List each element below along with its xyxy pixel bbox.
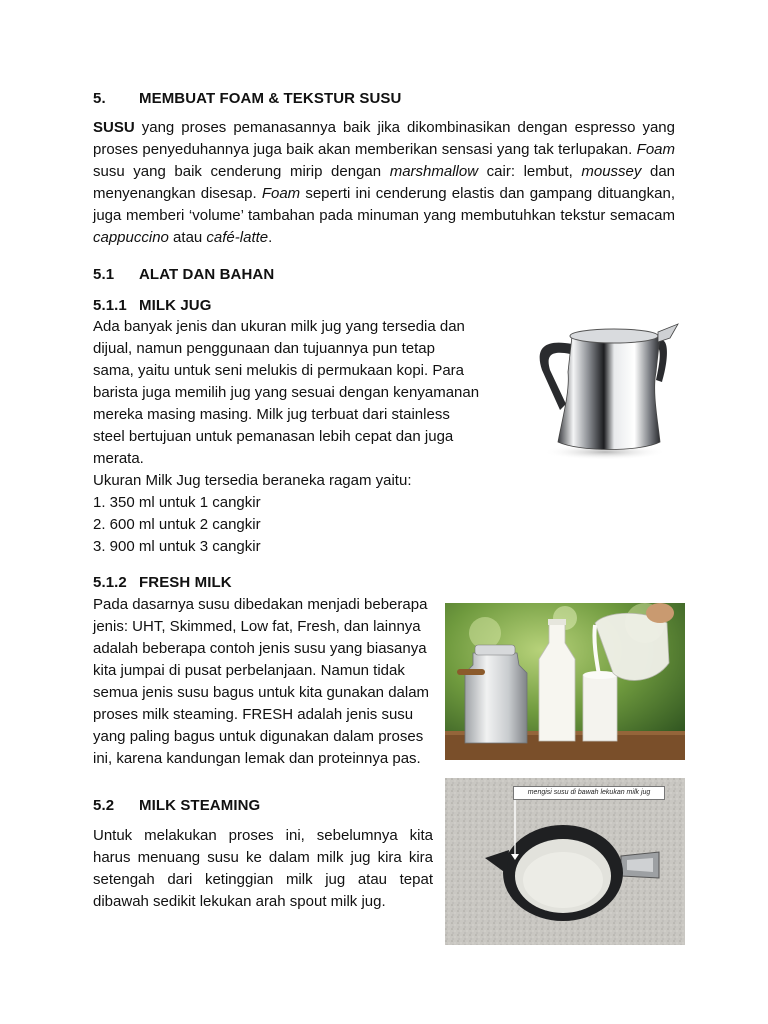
fresh-milk-text <box>93 594 438 770</box>
section-title: MEMBUAT FOAM & TEKSTUR SUSU <box>139 90 402 107</box>
text-line: barista juga memilih jug yang sesuai dengan kenyamanan <box>93 384 480 401</box>
list-item: 2. 600 ml untuk 2 cangkir <box>93 516 261 533</box>
text-line: mereka masing masing. Milk jug terbuat dari stainless <box>93 406 450 423</box>
section-title: FRESH MILK <box>139 574 232 591</box>
text-line: proses milk steaming. FRESH adalah jenis susu <box>93 706 414 723</box>
text-line: ini, karena kandungan lemak dan proteinnya pas. <box>93 750 421 767</box>
intro-text: yang proses pemanasannya baik jika dikombinasikan dengan espresso yang proses penyeduhannya juga baik akan memberikan sensasi yang tak terlupakan. <box>93 119 675 158</box>
intro-italic: cappuccino <box>93 229 169 246</box>
section-5-heading <box>93 90 401 107</box>
intro-text: dan menyenangkan disesap. <box>93 163 676 202</box>
intro-text: cair: lembut, <box>478 163 582 180</box>
intro-italic: Foam <box>261 185 301 202</box>
section-5-2-heading <box>93 797 260 814</box>
intro-text: susu yang baik cenderung mirip dengan <box>93 163 390 180</box>
text-line: Pada dasarnya susu dibedakan menjadi beberapa <box>93 596 428 613</box>
text-line: kita jumpai di pusat perbelanjaan. Namun tidak <box>93 662 405 679</box>
milk-steaming-photo <box>445 778 685 945</box>
text-line: merata. <box>93 450 144 467</box>
text-line: jenis: UHT, Skimmed, Low fat, Fresh, dan lainnya <box>93 618 421 635</box>
fresh-milk-photo <box>445 603 685 760</box>
intro-italic: café-latte <box>206 229 269 246</box>
milk-jug-text <box>93 316 493 558</box>
section-title: ALAT DAN BAHAN <box>139 266 275 283</box>
section-number: 5.2 <box>93 797 115 814</box>
text-line: steel bertujuan untuk pemanasan lebih cepat dan juga <box>93 428 454 445</box>
section-title: MILK STEAMING <box>139 797 261 814</box>
section-5-1-heading <box>93 266 274 283</box>
text-line: semua jenis susu bagus untuk kita gunakan dalam <box>93 684 430 701</box>
section-title: MILK JUG <box>139 297 212 314</box>
section-number: 5.1 <box>93 266 115 283</box>
intro-text: . <box>268 229 273 246</box>
section-5-1-2-heading <box>93 574 232 591</box>
text-line: Ada banyak jenis dan ukuran milk jug yang tersedia dan <box>93 318 465 335</box>
section-number: 5.1.2 <box>93 574 127 591</box>
list-item: 3. 900 ml untuk 3 cangkir <box>93 538 261 555</box>
intro-italic: marshmallow <box>389 163 479 180</box>
milk-steaming-text: Untuk melakukan proses ini, sebelumnya kita harus menuang susu ke dalam milk jug kira kira setengah dari ketinggian milk jug atau tepat dibawah sedikit lekukan arah spout milk jug. <box>93 827 433 910</box>
intro-text: seperti ini cenderung elastis dan gampang dituangkan, juga memberi ‘volume’ tambahan pada minuman yang membutuhkan tekstur semacam <box>93 185 676 224</box>
text-line: yang paling bagus untuk digunakan dalam proses <box>93 728 424 745</box>
text-line: sama, yaitu untuk seni melukis di permukaan kopi. Para <box>93 362 465 379</box>
photo-caption: mengisi susu di bawah lekukan milk jug <box>513 786 665 800</box>
section-number: 5.1.1 <box>93 297 127 314</box>
section-number: 5. <box>93 90 106 107</box>
intro-italic: Foam <box>636 141 675 158</box>
intro-paragraph <box>93 117 675 249</box>
text-line: Ukuran Milk Jug tersedia beraneka ragam yaitu: <box>93 472 412 489</box>
text-line: adalah beberapa contoh jenis susu yang biasanya <box>93 640 427 657</box>
list-item: 1. 350 ml untuk 1 cangkir <box>93 494 261 511</box>
milk-jug-image <box>510 292 720 472</box>
text-line: dijual, namun penggunaan dan tujuannya pun tetap <box>93 340 435 357</box>
intro-bold-word: SUSU <box>93 119 135 136</box>
section-5-1-1-heading <box>93 297 211 314</box>
intro-italic: moussey <box>581 163 642 180</box>
intro-text: atau <box>168 229 207 246</box>
